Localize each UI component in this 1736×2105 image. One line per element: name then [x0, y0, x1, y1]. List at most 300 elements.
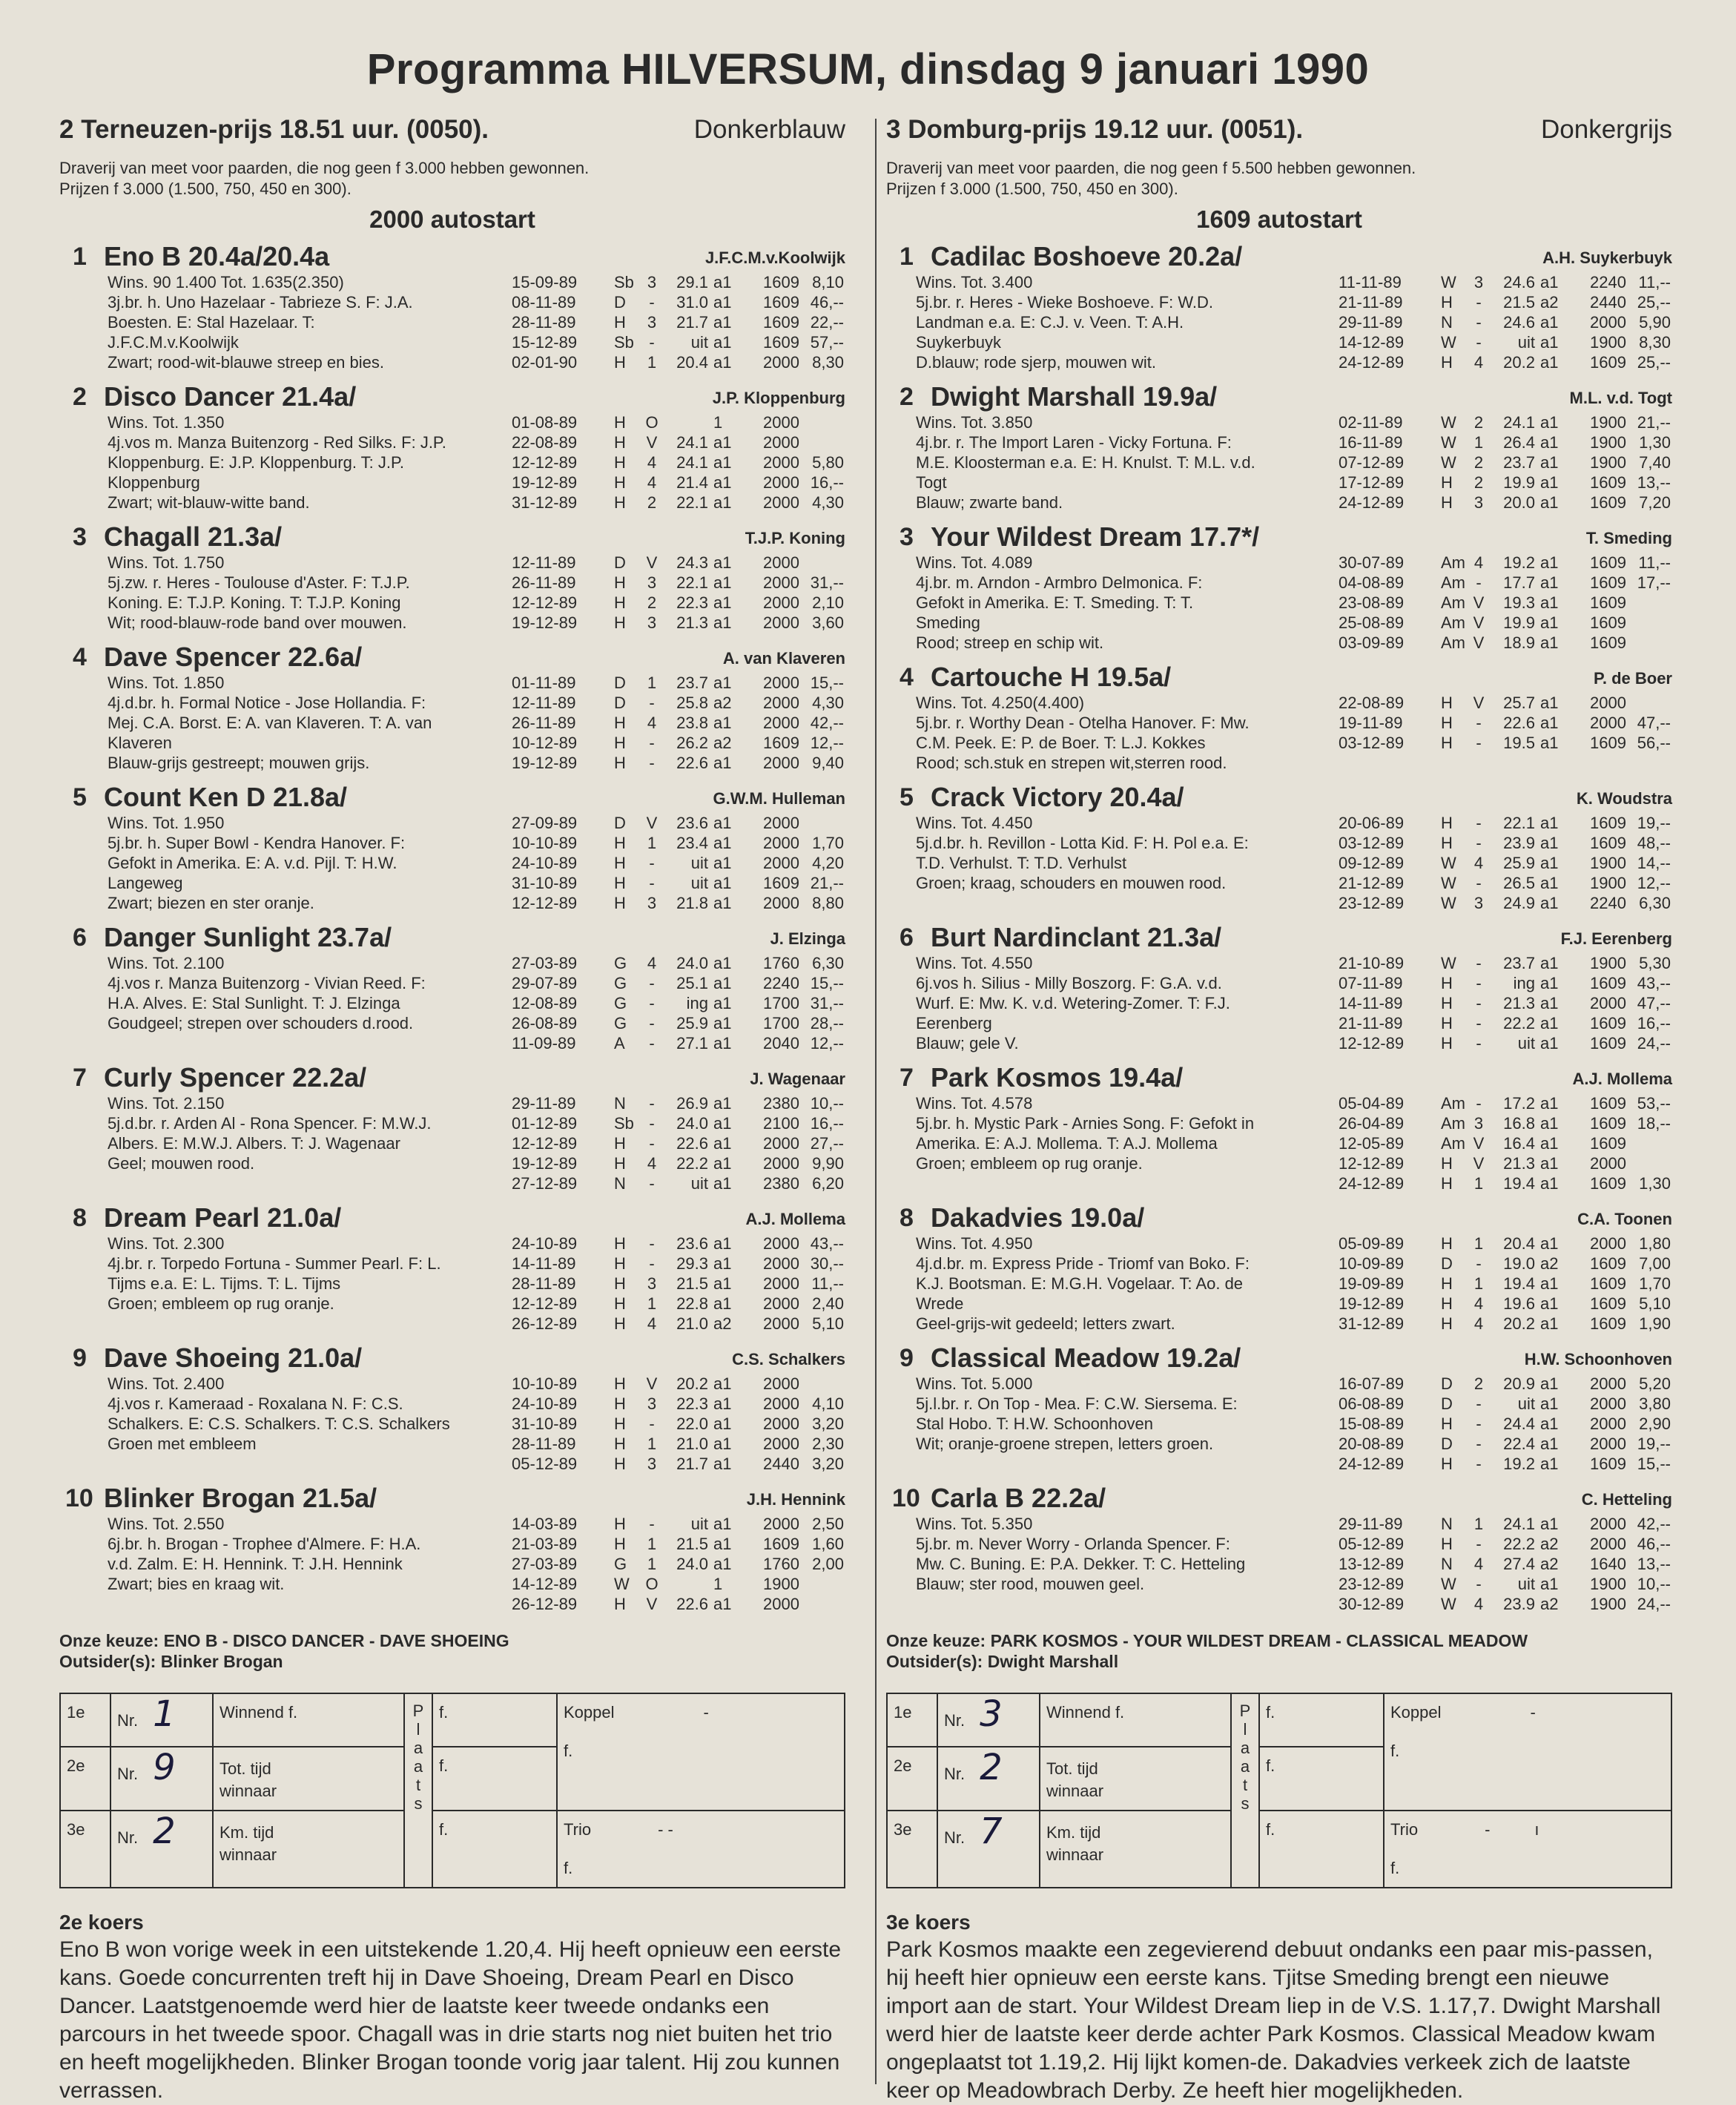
result-date: 25-08-89	[1339, 613, 1405, 632]
result-place: 2	[1473, 413, 1484, 432]
page-title: Programma HILVERSUM, dinsdag 9 januari 1990	[366, 45, 1370, 93]
result-track: H	[614, 593, 626, 612]
horse-entry	[59, 1343, 845, 1474]
result-distance: 2000	[763, 1374, 799, 1393]
form-plaats-value[interactable]	[432, 1811, 557, 1888]
result-place: 3	[647, 273, 657, 291]
horse-line	[59, 412, 845, 432]
result-time: 24.9	[1503, 894, 1535, 912]
result-start: a1	[713, 1094, 732, 1113]
horse-line	[886, 1514, 1672, 1534]
result-track: D	[614, 673, 626, 692]
horse-name: Count Ken D 21.8a/	[104, 782, 348, 812]
horse-info: Boesten. E: Stal Hazelaar. T:	[108, 313, 315, 332]
result-start: a2	[1540, 293, 1559, 312]
koppel-line	[1390, 1703, 1665, 1742]
result-distance: 2000	[763, 1414, 799, 1433]
horse-info: 4j.vos r. Manza Buitenzorg - Vivian Reed. F:	[108, 974, 426, 992]
horse-line	[886, 1434, 1672, 1454]
plaats-letter: a	[1240, 1739, 1250, 1757]
commentary-text: Park Kosmos maakte een zegevierend debuut ondanks een paar mis-passen, hij heeft hier opnieuw een eerste kans. Tjitse Smeding brengt een nieuwe import aan de start. Your Wildest Dream liep in de V.S. 1.17,7. Dwight Marshall werd hier de laatste keer derde achter Park Kosmos. Classical Meadow kwam ongeplaatst tot 1.19,2. Hij lijkt komen-de. Dakadvies verkeek zich de laatste keer op Meadowbrach Derby. Ze heeft hier mogelijkheden.	[886, 1937, 1661, 2103]
result-start: a1	[713, 1274, 732, 1293]
horse-info: Langeweg	[108, 874, 183, 892]
horse-line	[886, 1454, 1672, 1474]
result-place: V	[646, 553, 658, 572]
horse-entry	[886, 521, 1672, 653]
horse-body	[59, 673, 845, 773]
result-distance: 2440	[763, 1455, 799, 1473]
horse-entry	[59, 1062, 845, 1193]
result-start: a1	[1540, 694, 1559, 712]
result-place: 1	[647, 1294, 657, 1313]
result-start: a1	[713, 994, 732, 1012]
horse-info: Amerika. E: A.J. Mollema. T: A.J. Mollema	[916, 1134, 1218, 1153]
result-distance: 1609	[1590, 1114, 1626, 1133]
result-time: 21.5	[676, 1535, 708, 1553]
result-date: 30-12-89	[1339, 1595, 1405, 1613]
result-odds: 12,--	[810, 1034, 844, 1052]
result-track: D	[614, 694, 626, 712]
result-start: a1	[1540, 433, 1559, 452]
form-number-cell[interactable]	[937, 1811, 1040, 1888]
result-start: a1	[1540, 1394, 1559, 1413]
trio-cell[interactable]	[557, 1811, 845, 1888]
result-distance: 2000	[763, 754, 799, 772]
result-start: a1	[1540, 1294, 1559, 1313]
result-date: 12-12-89	[512, 593, 578, 612]
result-time: 20.2	[1503, 1314, 1535, 1333]
koppel-dash: -	[1530, 1703, 1536, 1722]
horse-line	[886, 1093, 1672, 1113]
result-time: uit	[690, 1174, 708, 1193]
horse-entry	[59, 521, 845, 633]
horse-info: 5j.br. h. Mystic Park - Arnies Song. F: Gefokt in	[916, 1114, 1255, 1133]
horse-info: Klaveren	[108, 734, 172, 752]
horse-driver: H.W. Schoonhoven	[1524, 1350, 1672, 1368]
horse-number: 5	[73, 783, 87, 811]
result-time: 22.3	[676, 1394, 708, 1413]
horse-entry	[886, 1062, 1672, 1193]
horse-line	[886, 1173, 1672, 1193]
result-odds: 31,--	[810, 994, 844, 1012]
result-track: H	[614, 413, 626, 432]
form-plaats-value[interactable]	[1259, 1811, 1384, 1888]
result-time: 22.2	[1503, 1535, 1535, 1553]
result-place: 4	[1473, 553, 1484, 572]
result-distance: 1900	[1590, 453, 1626, 472]
result-track: W	[1441, 854, 1456, 872]
horse-line	[59, 1153, 845, 1173]
result-place: 3	[647, 613, 657, 632]
result-track: H	[614, 1394, 626, 1413]
result-place: 3	[647, 1455, 657, 1473]
form-row	[887, 1693, 1671, 1747]
result-place: 1	[647, 673, 657, 692]
result-date: 26-08-89	[512, 1014, 578, 1032]
result-place: -	[1476, 1094, 1482, 1113]
result-distance: 1609	[1590, 1174, 1626, 1193]
result-distance: 1609	[1590, 814, 1626, 832]
result-distance: 1609	[1590, 1274, 1626, 1293]
result-time: 22.6	[1503, 714, 1535, 732]
horse-info: Wrede	[916, 1294, 964, 1313]
result-date: 26-11-89	[512, 714, 576, 732]
result-time: 27.4	[1503, 1555, 1535, 1573]
result-distance: 1900	[1590, 1575, 1626, 1593]
result-place: -	[649, 754, 655, 772]
horse-info: 5j.br. r. Heres - Wieke Boshoeve. F: W.D.	[916, 293, 1214, 312]
result-odds: 25,--	[1637, 293, 1671, 312]
result-date: 17-12-89	[1339, 473, 1405, 492]
form-number-cell[interactable]	[110, 1747, 213, 1811]
result-time: uit	[1517, 1034, 1535, 1052]
horse-info: Rood; sch.stuk en strepen wit,sterren rood.	[916, 754, 1227, 772]
result-distance: 2000	[1590, 1154, 1626, 1173]
result-time: uit	[1517, 1575, 1535, 1593]
result-date: 15-08-89	[1339, 1414, 1405, 1433]
result-track: H	[614, 1515, 626, 1533]
result-date: 27-03-89	[512, 954, 578, 972]
result-date: 10-09-89	[1339, 1254, 1405, 1273]
horse-entry	[59, 922, 845, 1053]
form-nr-label: Nr.	[944, 1765, 966, 1783]
form-nr-label: Nr.	[944, 1828, 966, 1847]
horse-line	[59, 1133, 845, 1153]
result-date: 27-03-89	[512, 1555, 578, 1573]
horse-info: Wins. Tot. 3.850	[916, 413, 1033, 432]
horse-info: Geel; mouwen rood.	[108, 1154, 255, 1173]
horse-info: Wins. Tot. 2.150	[108, 1094, 225, 1113]
result-distance: 2000	[1590, 1234, 1626, 1253]
horse-line	[886, 432, 1672, 452]
horse-line	[886, 613, 1672, 633]
result-time: 22.3	[676, 593, 708, 612]
horse-driver: A.J. Mollema	[1572, 1070, 1672, 1088]
form-plaats-value[interactable]	[1259, 1747, 1384, 1811]
plaats-letter: l	[1243, 1720, 1247, 1739]
handwritten-number: 3	[980, 1693, 1003, 1735]
form-label: Winnend f.	[220, 1703, 298, 1722]
horse-driver: M.L. v.d. Togt	[1569, 389, 1672, 407]
horse-name: Park Kosmos 19.4a/	[931, 1062, 1184, 1093]
result-odds: 4,30	[812, 493, 844, 512]
result-place: -	[1476, 714, 1482, 732]
form-plaats-value[interactable]	[1259, 1693, 1384, 1747]
result-distance: 1900	[1590, 854, 1626, 872]
result-distance: 2100	[763, 1114, 799, 1133]
horse-line	[886, 1013, 1672, 1033]
horse-line	[59, 352, 845, 372]
result-track: D	[614, 553, 626, 572]
result-time: 17.2	[1503, 1094, 1535, 1113]
result-start: a1	[713, 613, 732, 632]
result-odds: 5,10	[812, 1314, 844, 1333]
trio-cell[interactable]	[1384, 1811, 1671, 1888]
horse-header	[886, 381, 1672, 412]
handwritten-number: 2	[153, 1811, 176, 1852]
horse-name: Chagall 21.3a/	[104, 521, 283, 552]
result-track: H	[614, 453, 626, 472]
result-start: a1	[1540, 1174, 1559, 1193]
result-date: 23-12-89	[1339, 894, 1405, 912]
race-header	[59, 115, 845, 154]
horse-driver: J.F.C.M.v.Koolwijk	[704, 248, 845, 267]
horse-line	[59, 833, 845, 853]
result-odds: 15,--	[1637, 1455, 1671, 1473]
result-time: 24.1	[1503, 413, 1535, 432]
horse-line	[59, 613, 845, 633]
result-track: H	[614, 734, 626, 752]
result-place: 2	[1473, 473, 1484, 492]
result-start: a1	[1540, 994, 1559, 1012]
result-track: H	[614, 1455, 626, 1473]
result-start: a1	[713, 854, 732, 872]
form-number-cell[interactable]	[937, 1693, 1040, 1747]
horse-info: 5j.d.br. r. Arden Al - Rona Spencer. F: M.W.J.	[108, 1114, 432, 1133]
result-date: 21-03-89	[512, 1535, 578, 1553]
result-odds: 12,--	[810, 734, 844, 752]
result-time: 22.2	[676, 1154, 708, 1173]
result-distance: 1609	[1590, 734, 1626, 752]
result-place: -	[1476, 874, 1482, 892]
result-date: 21-11-89	[1339, 293, 1403, 312]
result-track: H	[1441, 1274, 1453, 1293]
result-track: H	[614, 613, 626, 632]
result-time: 21.7	[676, 313, 708, 332]
koppel-cell[interactable]	[557, 1693, 845, 1811]
result-place: -	[1476, 1575, 1482, 1593]
horse-number: 10	[65, 1484, 93, 1512]
result-start: a1	[1540, 1515, 1559, 1533]
horse-info: 4j.d.br. m. Express Pride - Triomf van Boko. F:	[916, 1254, 1250, 1273]
result-track: H	[1441, 1174, 1453, 1193]
horse-line	[59, 1534, 845, 1554]
result-place: -	[1476, 573, 1482, 592]
horse-name: Danger Sunlight 23.7a/	[104, 922, 392, 952]
result-odds: 11,--	[1638, 273, 1671, 291]
result-time: 22.2	[1503, 1014, 1535, 1032]
horse-number: 10	[892, 1484, 920, 1512]
result-place: V	[1473, 694, 1485, 712]
result-track: Am	[1441, 573, 1465, 592]
result-track: N	[614, 1174, 626, 1193]
form-label: winnaar	[220, 1782, 277, 1800]
horse-info: H.A. Alves. E: Stal Sunlight. T: J. Elzinga	[108, 994, 400, 1012]
result-place: -	[649, 874, 655, 892]
trio-f-label: f.	[1390, 1859, 1400, 1877]
result-track: D	[1441, 1394, 1453, 1413]
horse-info: D.blauw; rode sjerp, mouwen wit.	[916, 353, 1157, 372]
horse-info: 4j.br. r. The Import Laren - Vicky Fortuna. F:	[916, 433, 1232, 452]
form-number-cell[interactable]	[110, 1693, 213, 1747]
result-distance: 2000	[1590, 1434, 1626, 1453]
result-odds: 11,--	[1638, 553, 1671, 572]
result-odds: 6,30	[812, 954, 844, 972]
result-date: 24-12-89	[1339, 493, 1405, 512]
horse-line	[886, 1133, 1672, 1153]
result-start: 1	[713, 1575, 723, 1593]
result-odds: 15,--	[810, 673, 844, 692]
result-odds: 2,10	[812, 593, 844, 612]
result-odds: 1,80	[1639, 1234, 1671, 1253]
result-place: V	[646, 1374, 658, 1393]
result-start: a1	[1540, 1374, 1559, 1393]
form-number-cell[interactable]	[110, 1811, 213, 1888]
result-place: 2	[647, 593, 657, 612]
race-conditions: Draverij van meet voor paarden, die nog geen f 5.500 hebben gewonnen.	[886, 159, 1416, 177]
result-distance: 1609	[1590, 1014, 1626, 1032]
horse-line	[886, 733, 1672, 753]
result-place: -	[1476, 814, 1482, 832]
result-time: 25.8	[676, 694, 708, 712]
race-description	[886, 158, 1672, 200]
result-distance: 2000	[763, 593, 799, 612]
horse-info: 5j.br. r. Worthy Dean - Otelha Hanover. F: Mw.	[916, 714, 1250, 732]
horse-name: Dave Spencer 22.6a/	[104, 642, 363, 672]
horse-info: Zwart; biezen en ster oranje.	[108, 894, 314, 912]
result-date: 05-09-89	[1339, 1234, 1405, 1253]
result-date: 30-07-89	[1339, 553, 1405, 572]
horse-info: 4j.d.br. h. Formal Notice - Jose Hollandia. F:	[108, 694, 426, 712]
horse-body	[886, 1514, 1672, 1614]
result-start: a2	[713, 694, 732, 712]
handwritten-number: 2	[980, 1747, 1003, 1788]
horse-info: Wins. Tot. 2.400	[108, 1374, 225, 1393]
result-date: 13-12-89	[1339, 1555, 1405, 1573]
horse-entry	[886, 1343, 1672, 1474]
result-track: W	[1441, 433, 1456, 452]
result-start: a1	[713, 1595, 732, 1613]
race-conditions: Draverij van meet voor paarden, die nog geen f 3.000 hebben gewonnen.	[59, 159, 590, 177]
result-place: -	[649, 1174, 655, 1193]
result-date: 08-11-89	[512, 293, 576, 312]
result-track: H	[1441, 814, 1453, 832]
result-track: W	[1441, 333, 1456, 352]
horse-info: Wins. Tot. 4.250(4.400)	[916, 694, 1085, 712]
horse-name: Eno B 20.4a/20.4a	[104, 241, 330, 271]
result-time: 22.1	[1503, 814, 1535, 832]
result-time: 19.6	[1503, 1294, 1535, 1313]
result-start: a1	[713, 974, 732, 992]
result-time: 19.0	[1503, 1254, 1535, 1273]
result-place: 4	[647, 714, 657, 732]
choice-line: Onze keuze: ENO B - DISCO DANCER - DAVE SHOEING	[59, 1631, 509, 1650]
result-place: 2	[647, 493, 657, 512]
result-time: 23.9	[1503, 1595, 1535, 1613]
result-odds: 2,50	[812, 1515, 844, 1533]
horse-entry	[59, 642, 845, 773]
result-time: uit	[690, 333, 708, 352]
result-time: 26.5	[1503, 874, 1535, 892]
horse-info: Kloppenburg	[108, 473, 200, 492]
result-odds: 1,70	[812, 834, 844, 852]
result-date: 26-04-89	[1339, 1114, 1405, 1133]
result-date: 22-08-89	[1339, 694, 1405, 712]
result-distance: 1609	[1590, 1455, 1626, 1473]
horse-info: Groen; embleem op rug oranje.	[916, 1154, 1143, 1173]
horse-line	[886, 1274, 1672, 1294]
horse-info: Wurf. E: Mw. K. v.d. Wetering-Zomer. T: F.J.	[916, 994, 1230, 1012]
horse-body	[59, 953, 845, 1053]
plaats-letter: l	[416, 1720, 420, 1739]
horse-line	[886, 1414, 1672, 1434]
result-place: 1	[647, 353, 657, 372]
result-odds: 14,--	[1637, 854, 1671, 872]
result-start: a2	[1540, 1555, 1559, 1573]
result-place: 1	[647, 1434, 657, 1453]
horse-line	[59, 573, 845, 593]
result-start: a1	[713, 714, 732, 732]
result-date: 24-12-89	[1339, 1174, 1405, 1193]
result-distance: 1900	[1590, 333, 1626, 352]
koppel-cell[interactable]	[1384, 1693, 1671, 1811]
result-time: 23.6	[676, 1234, 708, 1253]
result-track: G	[614, 954, 627, 972]
result-track: H	[614, 874, 626, 892]
result-track: H	[614, 1234, 626, 1253]
race-start: 1609 autostart	[1196, 205, 1362, 233]
result-distance: 1609	[1590, 1134, 1626, 1153]
result-odds: 3,20	[812, 1455, 844, 1473]
result-time: uit	[1517, 333, 1535, 352]
result-date: 29-11-89	[1339, 313, 1403, 332]
horse-line	[59, 973, 845, 993]
form-plaats-value[interactable]	[432, 1693, 557, 1747]
commentary-text: Eno B won vorige week in een uitstekende 1.20,4. Hij heeft opnieuw een eerste kans. Goede concurrenten treft hij in Dave Shoeing, Dream Pearl en Disco Dancer. Laatstgenoemde werd hier de laatste keer tweede ondanks een parcours in het tweede spoor. Chagall was in drie starts nog niet buiten het trio en heeft mogelijkheden. Blinker Brogan toonde vorig jaar talent. Hij zou kunnen verrassen.	[59, 1937, 842, 2103]
result-place: 4	[647, 954, 657, 972]
plaats-letter: a	[413, 1757, 423, 1776]
trio-label: Trio	[1390, 1820, 1419, 1839]
horse-name: Dakadvies 19.0a/	[931, 1202, 1145, 1233]
horse-name: Blinker Brogan 21.5a/	[104, 1483, 377, 1513]
horse-driver: A.H. Suykerbuyk	[1542, 248, 1672, 267]
horse-line	[59, 1013, 845, 1033]
horse-info: Stal Hobo. T: H.W. Schoonhoven	[916, 1414, 1153, 1433]
horse-info: K.J. Bootsman. E: M.G.H. Vogelaar. T: Ao. de	[916, 1274, 1244, 1293]
result-place: 4	[1473, 1294, 1484, 1313]
result-date: 12-12-89	[512, 1134, 578, 1153]
result-time: 16.8	[1503, 1114, 1535, 1133]
result-start: a1	[713, 353, 732, 372]
horse-line	[59, 292, 845, 312]
horse-name: Carla B 22.2a/	[931, 1483, 1106, 1513]
race-description	[59, 158, 845, 200]
result-distance: 1609	[763, 273, 799, 291]
result-time: 24.0	[676, 1555, 708, 1573]
result-date: 21-12-89	[1339, 874, 1405, 892]
horse-body	[59, 272, 845, 372]
horse-line	[886, 1113, 1672, 1133]
result-time: 21.5	[1503, 293, 1535, 312]
result-distance: 2000	[1590, 1535, 1626, 1553]
result-odds: 24,--	[1637, 1595, 1671, 1613]
horse-body	[59, 1093, 845, 1193]
result-date: 15-12-89	[512, 333, 578, 352]
horse-line	[886, 993, 1672, 1013]
form-plaats-value[interactable]	[432, 1747, 557, 1811]
result-distance: 2000	[1590, 1515, 1626, 1533]
handwritten-number: 9	[153, 1747, 176, 1788]
horse-info: 4j.br. r. Torpedo Fortuna - Summer Pearl. F: L.	[108, 1254, 441, 1273]
horse-line	[59, 1574, 845, 1594]
result-track: H	[614, 353, 626, 372]
horse-line	[59, 753, 845, 773]
result-distance: 1609	[1590, 1034, 1626, 1052]
form-number-cell[interactable]	[937, 1747, 1040, 1811]
result-odds: 48,--	[1637, 834, 1671, 852]
result-track: A	[614, 1034, 625, 1052]
result-start: 1	[713, 413, 723, 432]
